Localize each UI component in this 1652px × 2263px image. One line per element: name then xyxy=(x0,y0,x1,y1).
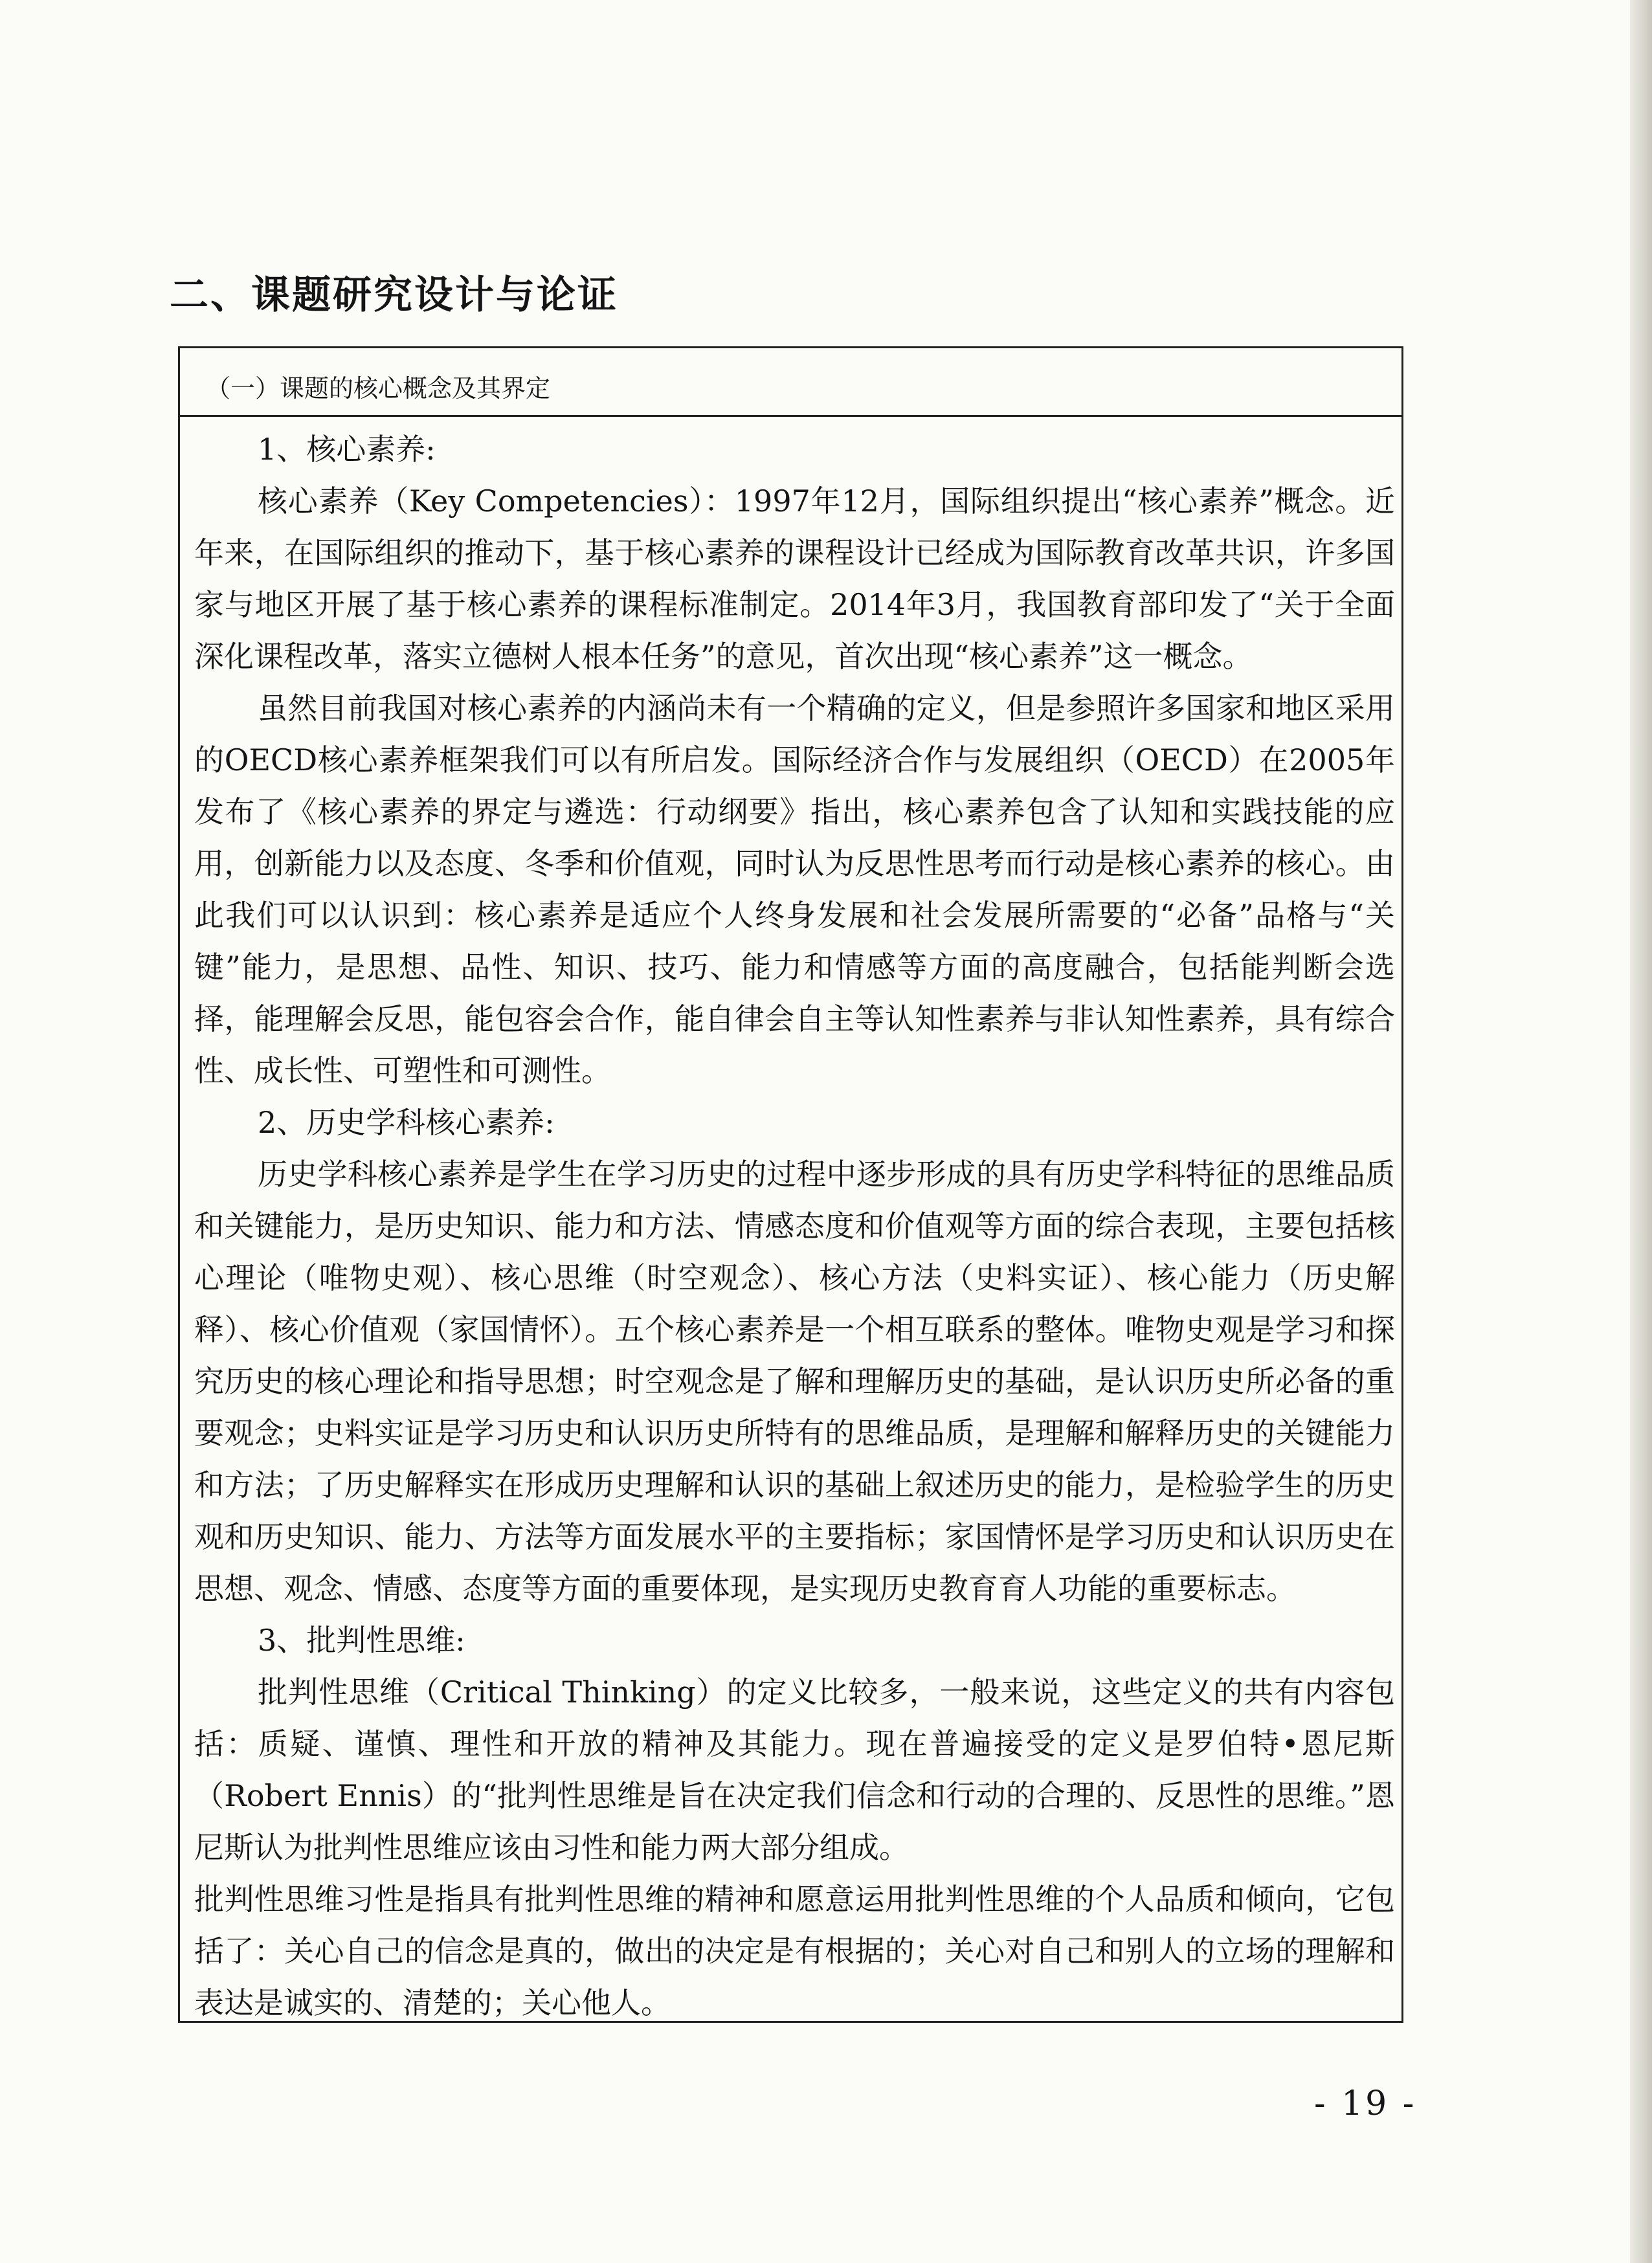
page-number: - 19 - xyxy=(1314,2084,1417,2123)
paragraph-history-competencies: 历史学科核心素养是学生在学习历史的过程中逐步形成的具有历史学科特征的思维品质和关键能力，是历史知识、能力和方法、情感态度和价值观等方面的综合表现，主要包括核心理论（唯物史观）、核心思维（时空观念）、核心方法（史料实证）、核心能力（历史解释）、核心价值观（家国情怀）。五个核心素养是一个相互联系的整体。唯物史观是学习和探究历史的核心理论和指导思想；时空观念是了解和理解历史的基础，是认识历史所必备的重要观念；史料实证是学习历史和认识历史所特有的思维品质，是理解和解释历史的关键能力和方法；了历史解释实在形成历史理解和认识的基础上叙述历史的能力，是检验学生的历史观和历史知识、能力、方法等方面发展水平的主要指标；家国情怀是学习历史和认识历史在思想、观念、情感、态度等方面的重要体现，是实现历史教育育人功能的重要标志。 xyxy=(194,1157,1395,1606)
paragraph-core-competencies-2: 虽然目前我国对核心素养的内涵尚未有一个精确的定义，但是参照许多国家和地区采用的OECD核心素养框架我们可以有所启发。国际经济合作与发展组织（OECD）在2005年发布了《核心素养的界定与遴选：行动纲要》指出，核心素养包含了认知和实践技能的应用，创新能力以及态度、冬季和价值观，同时认为反思性思考而行动是核心素养的核心。由此我们可以认识到：核心素养是适应个人终身发展和社会发展所需要的“必备”品格与“关键”能力，是思想、品性、知识、技巧、能力和情感等方面的高度融合，包括能判断会选择，能理解会反思，能包容会合作，能自律会自主等认知性素养与非认知性素养，具有综合性、成长性、可塑性和可测性。 xyxy=(194,691,1395,1088)
heading-critical-thinking: 3、批判性思维: xyxy=(258,1623,465,1658)
scan-edge xyxy=(1630,0,1652,2263)
box-header: （一）课题的核心概念及其界定 xyxy=(180,348,1401,417)
section-title: 二、课题研究设计与论证 xyxy=(170,273,618,318)
paragraph-core-competencies-1: 核心素养（Key Competencies）：1997年12月，国际组织提出“核心素养”概念。近年来，在国际组织的推动下，基于核心素养的课程设计已经成为国际教育改革共识，许多国家与地区开展了基于核心素养的课程标准制定。2014年3月，我国教育部印发了“关于全面深化课程改革，落实立德树人根本任务”的意见，首次出现“核心素养”这一概念。 xyxy=(194,484,1395,674)
content-box xyxy=(178,346,1403,2023)
paragraph-critical-thinking-1: 批判性思维（Critical Thinking）的定义比较多，一般来说，这些定义的共有内容包括：质疑、谨慎、理性和开放的精神及其能力。现在普遍接受的定义是罗伯特•恩尼斯（Robert Ennis）的“批判性思维是旨在决定我们信念和行动的合理的、反思性的思维。”恩尼斯认为批判性思维应该由习性和能力两大部分组成。 xyxy=(194,1675,1395,1865)
heading-history-competencies: 2、历史学科核心素养: xyxy=(258,1105,555,1140)
box-body xyxy=(180,417,1401,2029)
heading-core-competencies: 1、核心素养: xyxy=(258,432,436,467)
paragraph-critical-thinking-2: 批判性思维习性是指具有批判性思维的精神和愿意运用批判性思维的个人品质和倾向，它包括了：关心自己的信念是真的，做出的决定是有根据的；关心对自己和别人的立场的理解和表达是诚实的、清楚的；关心他人。 xyxy=(194,1882,1395,2020)
